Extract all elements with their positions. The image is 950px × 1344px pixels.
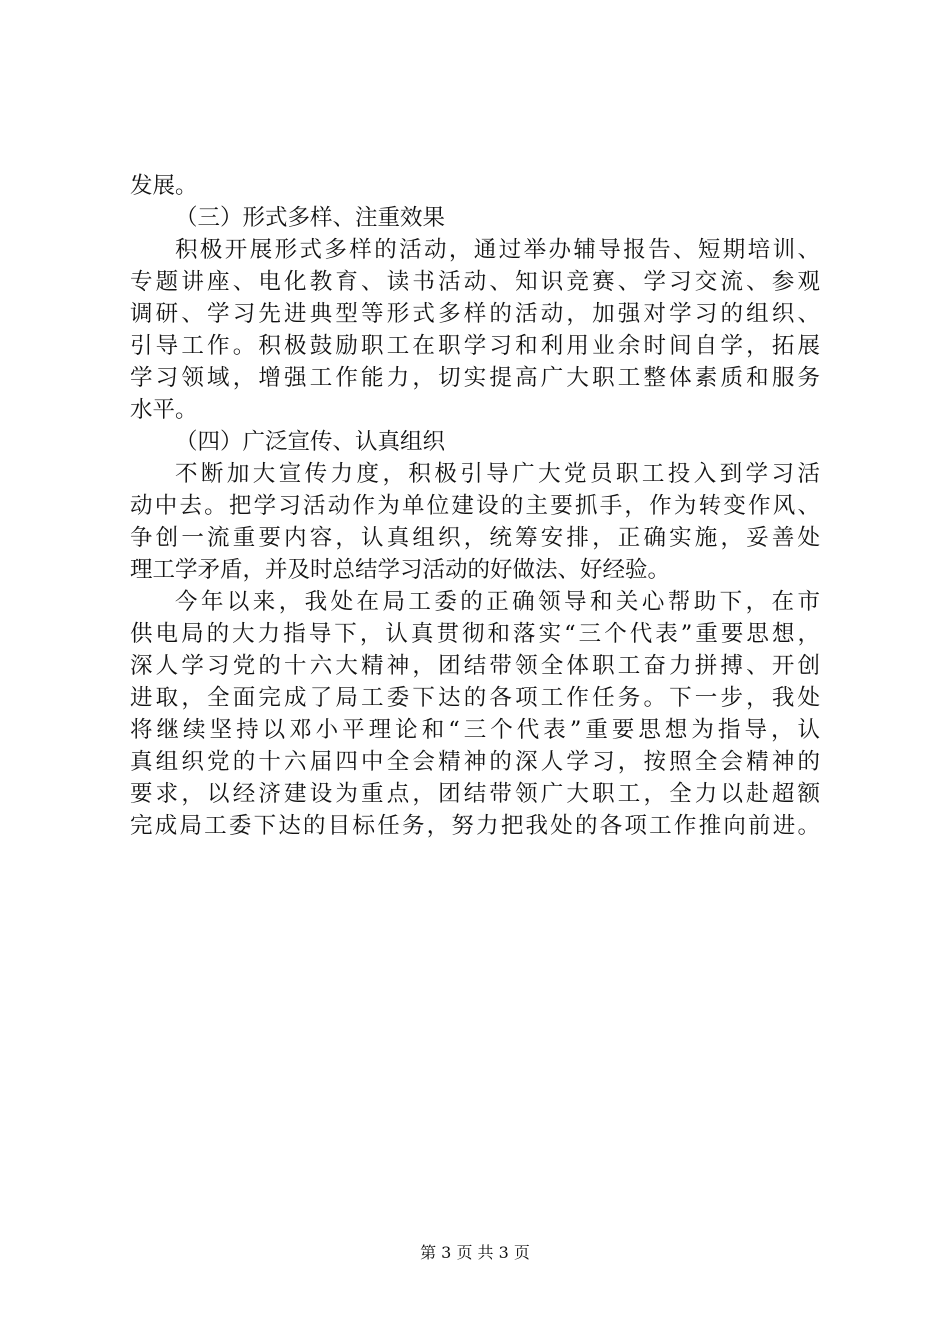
- paragraph-line: 学习领域，增强工作能力，切实提高广大职工整体素质和服务: [130, 365, 820, 391]
- paragraph-line: 今年以来，我处在局工委的正确领导和关心帮助下，在市: [175, 589, 820, 615]
- paragraph-line: 要求，以经济建设为重点，团结带领广大职工，全力以赴超额: [130, 781, 820, 807]
- paragraph-line: 积极开展形式多样的活动，通过举办辅导报告、短期培训、: [175, 237, 820, 263]
- paragraph-line: 进取，全面完成了局工委下达的各项工作任务。下一步，我处: [130, 685, 820, 711]
- paragraph-line: 理工学矛盾，并及时总结学习活动的好做法、好经验。: [130, 557, 671, 583]
- document-body: [130, 170, 820, 842]
- paragraph-line: 水平。: [130, 397, 198, 423]
- paragraph-line: 专题讲座、电化教育、读书活动、知识竞赛、学习交流、参观: [130, 269, 820, 295]
- paragraph-line: 调研、学习先进典型等形式多样的活动，加强对学习的组织、: [130, 301, 820, 327]
- paragraph-line: 供电局的大力指导下，认真贯彻和落实“三个代表”重要思想，: [130, 621, 820, 647]
- paragraph-line: 真组织党的十六届四中全会精神的深人学习，按照全会精神的: [130, 749, 820, 775]
- paragraph-line: 动中去。把学习活动作为单位建设的主要抓手，作为转变作风、: [130, 493, 820, 519]
- paragraph-line: 发展。: [130, 173, 198, 199]
- section-heading: （四）广泛宣传、认真组织: [175, 429, 446, 455]
- paragraph-line: 争创一流重要内容，认真组织，统筹安排，正确实施，妥善处: [130, 525, 820, 551]
- section-heading: （三）形式多样、注重效果: [175, 205, 446, 231]
- paragraph-line: 将继续坚持以邓小平理论和“三个代表”重要思想为指导，认: [130, 717, 820, 743]
- paragraph-line: 完成局工委下达的目标任务，努力把我处的各项工作推向前进。: [130, 813, 820, 839]
- paragraph-line: 不断加大宣传力度，积极引导广大党员职工投入到学习活: [175, 461, 820, 487]
- paragraph-line: 深人学习党的十六大精神，团结带领全体职工奋力拼搏、开创: [130, 653, 820, 679]
- page-footer: 第 3 页 共 3 页: [420, 1243, 530, 1262]
- paragraph-line: 引导工作。积极鼓励职工在职学习和利用业余时间自学，拓展: [130, 333, 820, 359]
